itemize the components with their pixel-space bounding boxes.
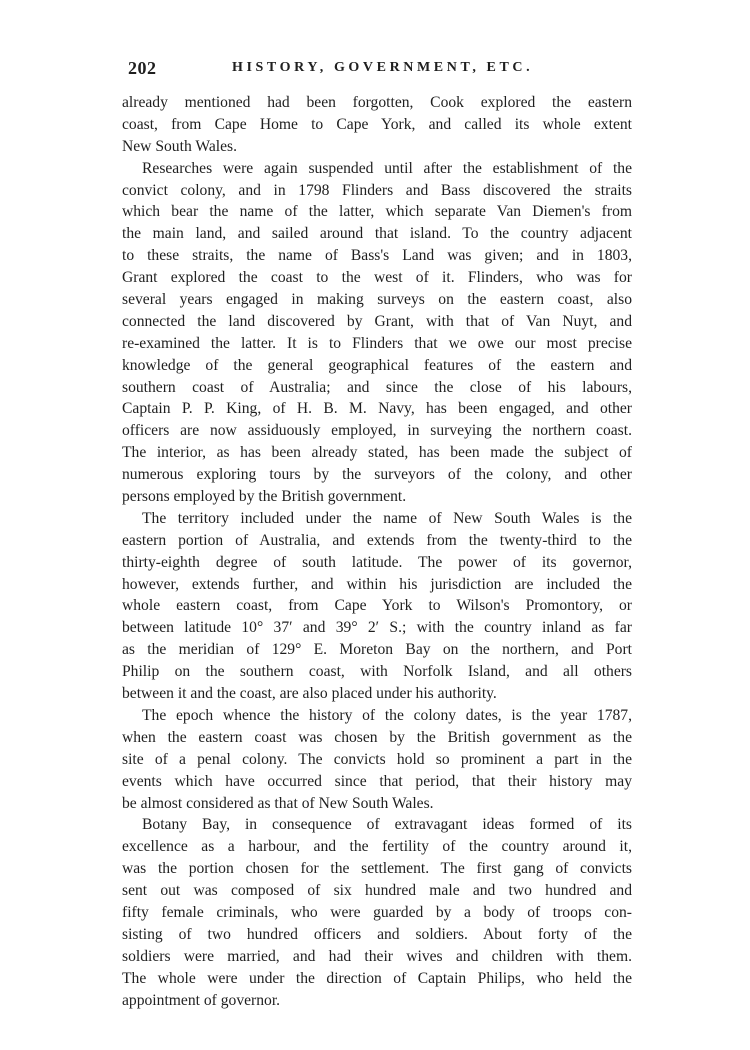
text-line: officers are now assiduously employed, in surveying the northern coast. xyxy=(122,422,632,440)
text-line: Researches were again suspended until after the establishment of the xyxy=(142,159,632,177)
text-line: which bear the name of the latter, which separate Van Diemen's from xyxy=(122,203,632,221)
text-line: Captain P. P. King, of H. B. M. Navy, has been engaged, and other xyxy=(122,400,632,418)
text-line: sent out was composed of six hundred male and two hundred and xyxy=(122,882,632,900)
text-line: site of a penal colony. The convicts hold so prominent a part in the xyxy=(122,750,632,768)
text-line: was the portion chosen for the settlement. The first gang of convicts xyxy=(122,860,632,878)
text-line: Botany Bay, in consequence of extravagant ideas formed of its xyxy=(142,816,632,834)
paragraph xyxy=(122,92,632,158)
text-line: convict colony, and in 1798 Flinders and Bass discovered the straits xyxy=(122,181,632,199)
text-line: sisting of two hundred officers and soldiers. About forty of the xyxy=(122,925,632,943)
text-line: between latitude 10° 37′ and 39° 2′ S.; with the country inland as far xyxy=(122,619,632,637)
page-number: 202 xyxy=(128,58,157,78)
text-line: be almost considered as that of New South Wales. xyxy=(122,794,434,812)
text-line: persons employed by the British government. xyxy=(122,488,407,506)
text-line: fifty female criminals, who were guarded by a body of troops con- xyxy=(122,903,632,921)
text-line: The interior, as has been already stated, has been made the subject of xyxy=(122,444,632,462)
text-line: when the eastern coast was chosen by the British government as the xyxy=(122,728,632,746)
text-line: several years engaged in making surveys on the eastern coast, also xyxy=(122,291,632,309)
text-line: eastern portion of Australia, and extends from the twenty-third to the xyxy=(122,531,632,549)
text-line: knowledge of the general geographical features of the eastern and xyxy=(122,356,632,374)
running-head: HISTORY, GOVERNMENT, ETC. xyxy=(232,60,534,75)
paragraph xyxy=(122,814,632,1011)
text-line: however, extends further, and within his jurisdiction are included the xyxy=(122,575,632,593)
text-line: connected the land discovered by Grant, with that of Van Nuyt, and xyxy=(122,312,632,330)
text-line: excellence as a harbour, and the fertility of the country around it, xyxy=(122,838,632,856)
text-line: Philip on the southern coast, with Norfolk Island, and all others xyxy=(122,663,632,681)
text-line: re-examined the latter. It is to Flinders that we owe our most precise xyxy=(122,334,632,352)
paragraph xyxy=(122,705,632,814)
text-line: The whole were under the direction of Captain Philips, who held the xyxy=(122,969,632,987)
text-line: The epoch whence the history of the colony dates, is the year 1787, xyxy=(142,706,632,724)
text-line: to these straits, the name of Bass's Land was given; and in 1803, xyxy=(122,247,632,265)
text-line: southern coast of Australia; and since the close of his labours, xyxy=(122,378,632,396)
text-line: soldiers were married, and had their wives and children with them. xyxy=(122,947,632,965)
body-text xyxy=(122,92,632,1011)
text-line: coast, from Cape Home to Cape York, and called its whole extent xyxy=(122,115,632,133)
text-line: Grant explored the coast to the west of it. Flinders, who was for xyxy=(122,269,632,287)
paragraph xyxy=(122,508,632,705)
text-line: numerous exploring tours by the surveyors of the colony, and other xyxy=(122,466,632,484)
text-line: The territory included under the name of New South Wales is the xyxy=(142,509,632,527)
text-line: thirty-eighth degree of south latitude. The power of its governor, xyxy=(122,553,632,571)
text-line: between it and the coast, are also placed under his authority. xyxy=(122,685,497,703)
text-line: appointment of governor. xyxy=(122,991,281,1009)
paragraph xyxy=(122,158,632,508)
text-line: as the meridian of 129° E. Moreton Bay on the northern, and Port xyxy=(122,641,632,659)
text-line: already mentioned had been forgotten, Cook explored the eastern xyxy=(122,94,632,111)
text-line: whole eastern coast, from Cape York to Wilson's Promontory, or xyxy=(122,597,632,615)
text-line: events which have occurred since that period, that their history may xyxy=(122,772,632,790)
text-line: the main land, and sailed around that island. To the country adjacent xyxy=(122,225,632,243)
text-line: New South Wales. xyxy=(122,137,237,155)
